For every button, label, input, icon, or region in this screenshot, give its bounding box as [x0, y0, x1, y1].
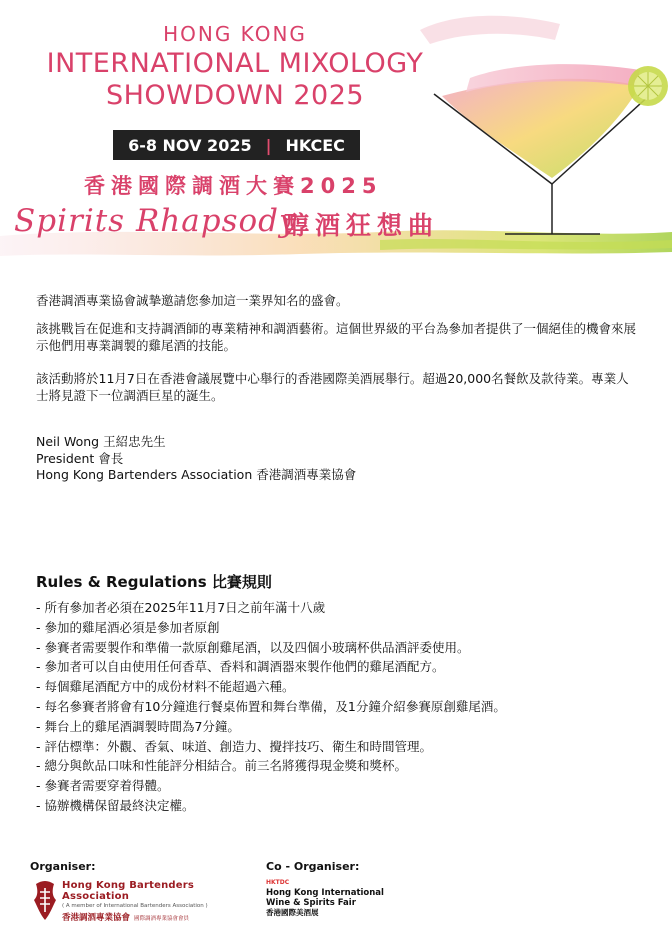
- signer-title: President 會長: [36, 450, 124, 466]
- rule-item: - 評估標準：外觀、香氣、味道、創造力、攪拌技巧、衛生和時間管理。: [36, 738, 432, 754]
- event-details-paragraph: 該活動將於11月7日在香港會議展覽中心舉行的香港國際美酒展舉行。超過20,000名餐飲及款待業。專業人士將見證下一位調酒巨星的誕生。: [36, 371, 629, 403]
- rule-item: - 每名參賽者將會有10分鐘進行餐桌佈置和舞台準備，及1分鐘介紹參賽原創雞尾酒。: [36, 698, 506, 714]
- rule-item: - 舞台上的雞尾酒調製時間為7分鐘。: [36, 718, 240, 734]
- rule-item: - 參加者可以自由使用任何香草、香料和調酒器來製作他們的雞尾酒配方。: [36, 659, 445, 675]
- chinese-event-title: 香港國際調酒大賽2025: [84, 174, 383, 198]
- event-title-line2: SHOWDOWN 2025: [105, 80, 365, 111]
- rule-item: - 參加的雞尾酒必須是參加者原創: [36, 619, 220, 635]
- hkba-emblem-icon: [30, 878, 60, 922]
- rules-list: [36, 598, 506, 816]
- hkba-english-name: Hong Kong Bartenders Association: [62, 880, 195, 902]
- event-title-line1: INTERNATIONAL MIXOLOGY: [46, 48, 424, 79]
- event-date: 6-8 NOV 2025: [128, 135, 252, 155]
- invitation-paragraph: 香港調酒專業協會誠摯邀請您參加這一業界知名的盛會。: [36, 293, 349, 308]
- event-title: [0, 48, 470, 112]
- rule-item: - 參賽者需要穿着得體。: [36, 778, 170, 794]
- signer-organisation: Hong Kong Bartenders Association 香港調酒專業協會: [36, 467, 357, 482]
- date-venue-bar: [113, 130, 360, 160]
- rule-item: - 總分與飲品口味和性能評分相結合。前三名將獲得現金獎和獎杯。: [36, 758, 407, 774]
- event-header: [0, 0, 672, 262]
- signature-block: [36, 434, 356, 484]
- hong-kong-label: HONG KONG: [163, 22, 307, 46]
- challenge-paragraph: 該挑戰旨在促進和支持調酒師的專業精神和調酒藝術。這個世界級的平台為參加者提供了一個絕佳的機會來展示他們用專業調製的雞尾酒的技能。: [36, 321, 637, 353]
- rule-item: - 參賽者需要製作和準備一款原創雞尾酒，以及四個小玻璃杯供品酒評委使用。: [36, 639, 470, 655]
- bar-separator: |: [265, 135, 272, 155]
- coorganiser-label: Co - Organiser:: [266, 860, 360, 873]
- fair-name-line2: Wine & Spirits Fair: [266, 898, 356, 908]
- rule-item: - 每個雞尾酒配方中的成份材料不能超過六種。: [36, 679, 295, 695]
- rules-heading: Rules & Regulations 比賽規則: [36, 573, 272, 591]
- fair-name-chinese: 香港國際美酒展: [266, 908, 319, 917]
- signer-name: Neil Wong 王紹忠先生: [36, 434, 166, 449]
- hkba-chinese-name: 香港調酒專業協會 國際調酒專業協會會員: [62, 913, 190, 923]
- rule-item: - 所有參加者必須在2025年11月7日之前年滿十八歲: [36, 600, 326, 615]
- event-venue: HKCEC: [285, 135, 345, 155]
- hkba-affiliation: ( A member of International Bartenders Association ): [62, 903, 208, 909]
- hkba-logo: [30, 878, 230, 922]
- spirits-rhapsody-script: Spirits Rhapsody: [14, 203, 298, 239]
- hktdc-label: HKTDC: [266, 879, 290, 886]
- wine-spirits-fair-logo: [266, 878, 406, 918]
- chinese-subtitle: 醇酒狂想曲: [284, 211, 440, 240]
- fair-name-line1: Hong Kong International: [266, 888, 384, 898]
- rule-item: - 協辦機構保留最終決定權。: [36, 797, 195, 813]
- organiser-label: Organiser:: [30, 860, 96, 873]
